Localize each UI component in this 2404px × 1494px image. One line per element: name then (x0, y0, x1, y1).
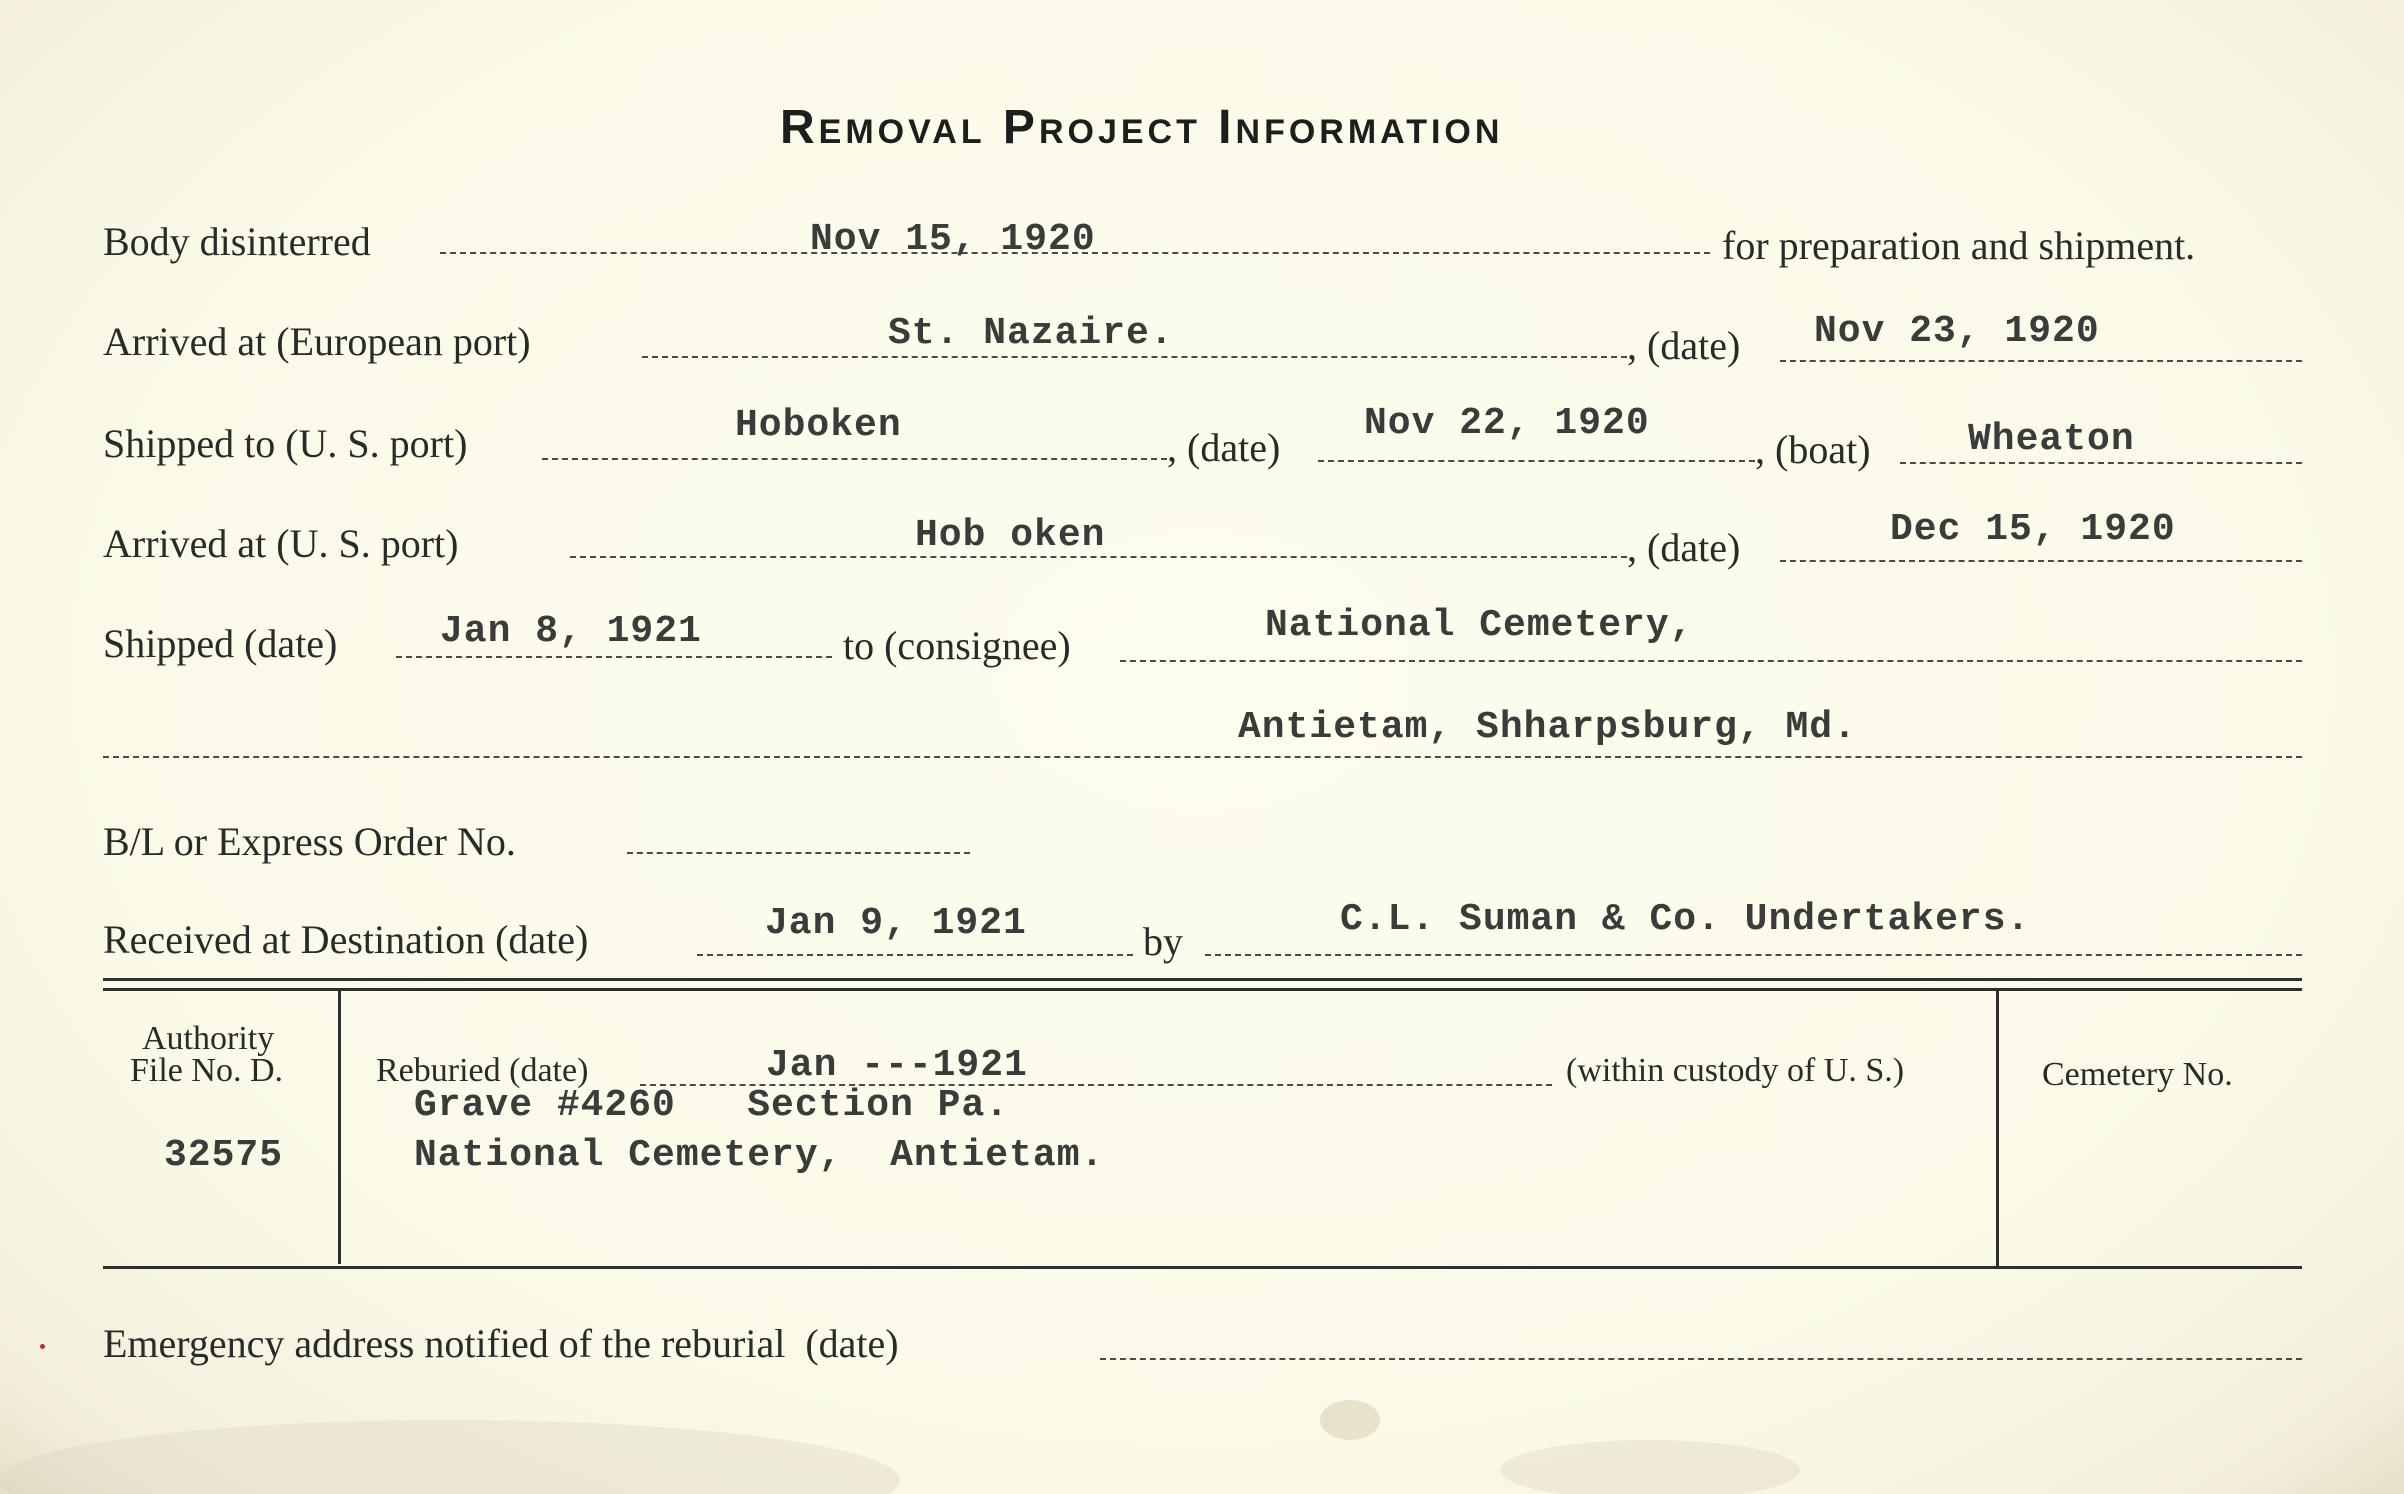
emergency-line (1100, 1358, 2302, 1360)
received-date-line (697, 954, 1133, 956)
shipped-us-boat: Wheaton (1968, 418, 2135, 461)
paper-stain (1320, 1400, 1380, 1440)
reburied-date: Jan ---1921 (766, 1044, 1028, 1087)
shipped-us-date-label: , (date) (1167, 425, 1281, 470)
grave-line: Grave #4260 Section Pa. (414, 1084, 1010, 1127)
arrived-european-label: Arrived at (European port) (103, 319, 531, 364)
shipped-date-line (396, 656, 832, 658)
paper-stain (0, 1420, 900, 1494)
reburied-label: Reburied (date) (376, 1052, 589, 1089)
box-bottom-border (103, 1266, 2302, 1269)
page-title: Removal Project Information (780, 101, 1504, 154)
arrived-european-date: Nov 23, 1920 (1814, 310, 2100, 353)
arrived-us-date-label: , (date) (1627, 525, 1741, 570)
received-by-line (1205, 954, 2302, 956)
box-divider-right (1996, 990, 1999, 1268)
cemetery-line: National Cemetery, Antietam. (414, 1134, 1105, 1177)
consignee-label: to (consignee) (843, 623, 1071, 668)
arrived-european-value: St. Nazaire. (888, 312, 1174, 355)
arrived-us-label: Arrived at (U. S. port) (103, 521, 459, 566)
box-top-border (103, 978, 2302, 981)
consignee-continuation-line (103, 756, 2302, 758)
received-by-label: by (1143, 919, 1183, 964)
bl-line (627, 852, 970, 854)
received-by: C.L. Suman & Co. Undertakers. (1340, 898, 2031, 941)
consignee-line-2: Antietam, Shharpsburg, Md. (1238, 706, 1857, 749)
file-no-value: 32575 (164, 1134, 284, 1177)
consignee-line (1120, 660, 2302, 662)
received-label: Received at Destination (date) (103, 917, 589, 962)
shipped-date-label: Shipped (date) (103, 621, 338, 666)
arrived-us-date-line (1780, 560, 2302, 562)
shipped-us-label: Shipped to (U. S. port) (103, 421, 468, 466)
disinterred-value: Nov 15, 1920 (810, 218, 1096, 261)
arrived-us-date: Dec 15, 1920 (1890, 508, 2176, 551)
arrived-european-date-line (1780, 360, 2302, 362)
box-top-border-inner (103, 988, 2302, 991)
shipped-us-boat-label: , (boat) (1755, 427, 1871, 472)
file-no-label: File No. D. (130, 1052, 283, 1089)
box-divider-left (338, 990, 341, 1264)
consignee-line-1: National Cemetery, (1265, 604, 1694, 647)
disinterred-label: Body disinterred (103, 219, 371, 264)
custody-label: (within custody of U. S.) (1566, 1052, 1905, 1089)
arrived-european-date-label: , (date) (1627, 323, 1741, 368)
shipped-date-value: Jan 8, 1921 (440, 610, 702, 653)
cemetery-no-label: Cemetery No. (2042, 1056, 2233, 1093)
shipped-us-boat-line (1900, 462, 2302, 464)
shipped-us-line (542, 458, 1167, 460)
arrived-european-line (642, 356, 1627, 358)
shipped-us-date-line (1318, 460, 1755, 462)
ink-dot (40, 1344, 45, 1349)
paper-stain (1500, 1440, 1800, 1494)
bl-label: B/L or Express Order No. (103, 819, 516, 864)
shipped-us-date: Nov 22, 1920 (1364, 402, 1650, 445)
disinterred-suffix: for preparation and shipment. (1722, 223, 2196, 268)
authority-label: Authority (142, 1020, 275, 1057)
received-date: Jan 9, 1921 (765, 902, 1027, 945)
emergency-label: Emergency address notified of the reburial (date) (103, 1321, 899, 1366)
shipped-us-value: Hoboken (735, 404, 902, 447)
arrived-us-value: Hob oken (915, 514, 1106, 557)
